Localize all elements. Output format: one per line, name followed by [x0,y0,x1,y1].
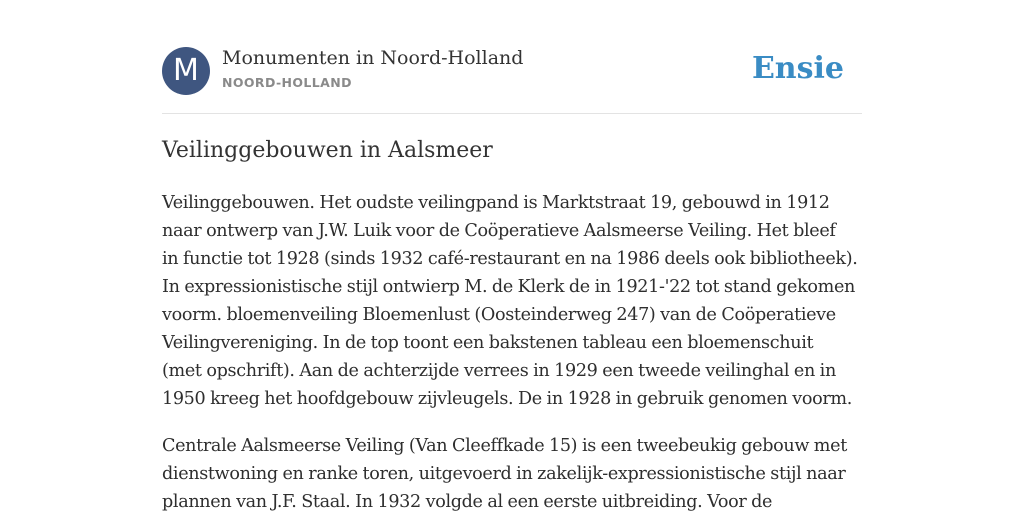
article-paragraph: Centrale Aalsmeerse Veiling (Van Cleeffkade 15) is een tweebeukig gebouw met dienstwoning en ranke toren, uitgevoerd in zakelijk-expressionistische stijl naar plannen van J.F. Staal. In 1932 volgde al een eerste uitbreiding. Voor de [162,436,847,512]
article-body [162,189,862,512]
source-header [162,47,862,95]
source-title[interactable]: Monumenten in Noord-Holland [222,47,524,69]
article-title: Veilinggebouwen in Aalsmeer [162,138,493,163]
source-subtitle[interactable]: NOORD-HOLLAND [222,75,352,90]
brand-logo[interactable]: Ensie [751,51,844,86]
article-paragraph: Veilinggebouwen. Het oudste veilingpand is Marktstraat 19, gebouwd in 1912 naar ontwerp van J.W. Luik voor de Coöperatieve Aalsmeerse Veiling. Het bleef in functie tot 1928 (sinds 1932 café-restaurant en na 1986 deels ook bibliotheek). In expressionistische stijl ontwierp M. de Klerk de in 1921-'22 tot stand gekomen voorm. bloemenveiling Bloemenlust (Oosteinderweg 247) van de Coöperatieve Veilingvereniging. In de top toont een bakstenen tableau een bloemenschuit (met opschrift). Aan de achterzijde verrees in 1929 een tweede veilinghal en in 1950 kreeg het hoofdgebouw zijvleugels. De in 1928 in gebruik genomen voorm. [162,193,858,409]
header-divider [162,113,862,114]
source-avatar[interactable]: M [162,47,210,95]
